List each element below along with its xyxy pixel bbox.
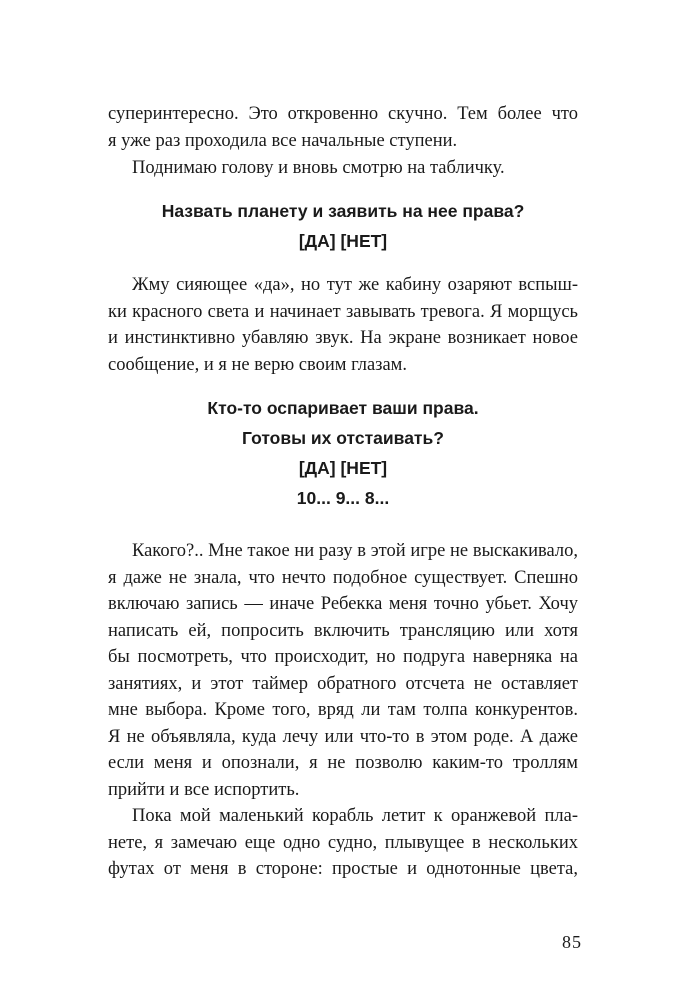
text-line: я даже не знала, что нечто подобное существует. Спешно xyxy=(108,567,578,588)
text-line: я уже раз проходила все начальные ступени. xyxy=(108,130,458,151)
paragraph-4 xyxy=(108,538,578,803)
text-line: мне выбора. Кроме того, вряд ли там толпа конкурентов. xyxy=(108,700,578,720)
text-line: Пока мой маленький корабль летит к оранжевой пла- xyxy=(132,806,578,826)
text-line: футах от меня в стороне: простые и однотонные цвета, xyxy=(108,859,578,879)
paragraph-5 xyxy=(108,803,578,883)
text-line: сообщение, и я не верю своим глазам. xyxy=(108,354,408,375)
text-line: нете, я замечаю еще одно судно, плывущее в нескольких xyxy=(108,832,578,853)
game-prompt-challenge xyxy=(108,393,578,513)
text-line: Жму сияющее «да», но тут же кабину озаряют вспыш- xyxy=(132,275,578,295)
text-line: написать ей, попросить включить трансляцию или хотя xyxy=(108,620,578,641)
text-line: включаю запись — иначе Ребекка меня точно убьет. Хочу xyxy=(108,594,578,614)
paragraph-1 xyxy=(108,101,578,154)
text-line: бы посмотреть, что происходит, но подруга наверняка на xyxy=(108,647,578,667)
paragraph-2 xyxy=(108,155,578,182)
text-line: занятиях, и этот таймер обратного отсчета не оставляет xyxy=(108,673,578,694)
prompt-options: [ДА] [НЕТ] xyxy=(298,231,388,251)
text-line: Поднимаю голову и вновь смотрю на табличку. xyxy=(132,158,505,178)
prompt-options: [ДА] [НЕТ] xyxy=(298,458,388,478)
text-line: суперинтересно. Это откровенно скучно. Тем более что xyxy=(108,104,578,124)
prompt-line-2: Готовы их отстаивать? xyxy=(242,428,444,448)
text-line: ки красного света и начинает завывать тревога. Я морщусь xyxy=(108,301,578,322)
page-number: 85 xyxy=(562,932,582,952)
prompt-line-1: Кто-то оспаривает ваши права. xyxy=(207,398,479,418)
text-line: Я не объявляла, куда лечу или что-то в этом роде. А даже xyxy=(108,726,578,747)
paragraph-3 xyxy=(108,272,578,378)
text-line: и инстинктивно убавляю звук. На экране возникает новое xyxy=(108,328,578,348)
prompt-countdown: 10... 9... 8... xyxy=(296,488,390,508)
text-line: Какого?.. Мне такое ни разу в этой игре не выскакивало, xyxy=(132,541,578,561)
game-prompt-claim xyxy=(108,196,578,256)
text-line: прийти и все испортить. xyxy=(108,779,300,800)
prompt-question: Назвать планету и заявить на нее права? xyxy=(161,201,525,221)
text-line: если меня и опознали, я не позволю каким-то троллям xyxy=(108,753,578,773)
